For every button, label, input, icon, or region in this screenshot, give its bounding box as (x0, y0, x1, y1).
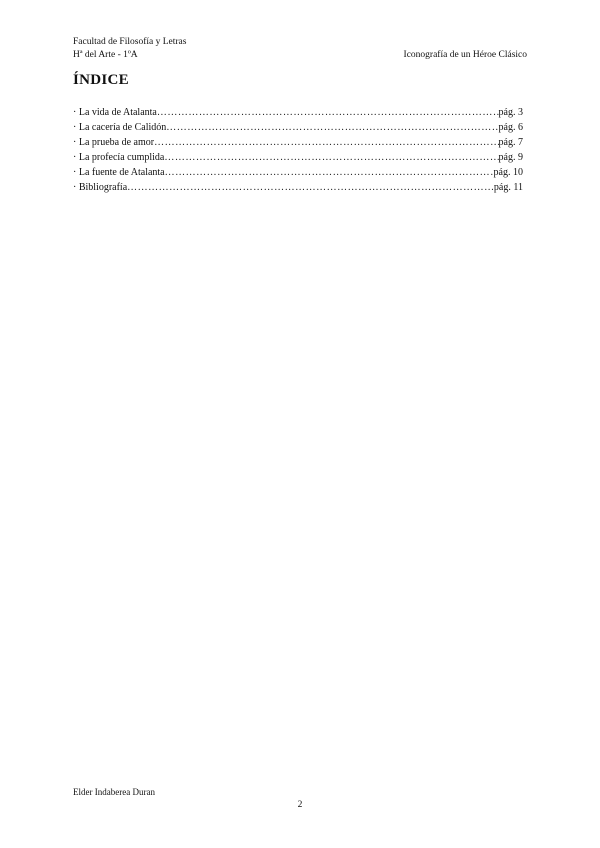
toc-entry-page: pág. 7 (498, 137, 523, 148)
toc-leader-dots (166, 120, 498, 135)
toc-entry-page: pág. 6 (498, 122, 523, 133)
toc-entry-page: pág. 11 (493, 182, 523, 193)
document-topic: Iconografía de un Héroe Clásico (403, 50, 527, 60)
toc-entry (73, 135, 523, 150)
toc-entry (73, 180, 523, 195)
toc-leader-dots (157, 105, 499, 120)
toc-entry-page: pág. 10 (493, 167, 523, 178)
toc-leader-dots (164, 150, 498, 165)
faculty-name: Facultad de Filosofía y Letras (73, 37, 187, 47)
toc-leader-dots (154, 135, 498, 150)
toc-entry-label: · La fuente de Atalanta (73, 167, 165, 178)
course-name: Hª del Arte - 1ºA (73, 50, 138, 60)
toc-entry-label: · La vida de Atalanta (73, 107, 157, 118)
toc-entry-page: pág. 3 (498, 107, 523, 118)
header-left (73, 36, 186, 62)
toc-entry (73, 120, 523, 135)
toc-entry (73, 105, 523, 120)
toc-entry-label: · La cacería de Calidón (73, 122, 167, 133)
toc-entry-label: · La profecía cumplida (73, 152, 165, 163)
table-of-contents (73, 105, 523, 195)
toc-entry-label: · Bibliografía (73, 182, 128, 193)
toc-leader-dots (127, 180, 494, 195)
toc-entry (73, 150, 523, 165)
toc-entry-label: · La prueba de amor (73, 137, 155, 148)
author-name: Elder Indaberea Duran (73, 787, 155, 797)
index-title: ÍNDICE (73, 72, 129, 88)
page-number: 2 (297, 800, 303, 810)
toc-leader-dots (165, 165, 494, 180)
toc-entry-page: pág. 9 (498, 152, 523, 163)
toc-entry (73, 165, 523, 180)
